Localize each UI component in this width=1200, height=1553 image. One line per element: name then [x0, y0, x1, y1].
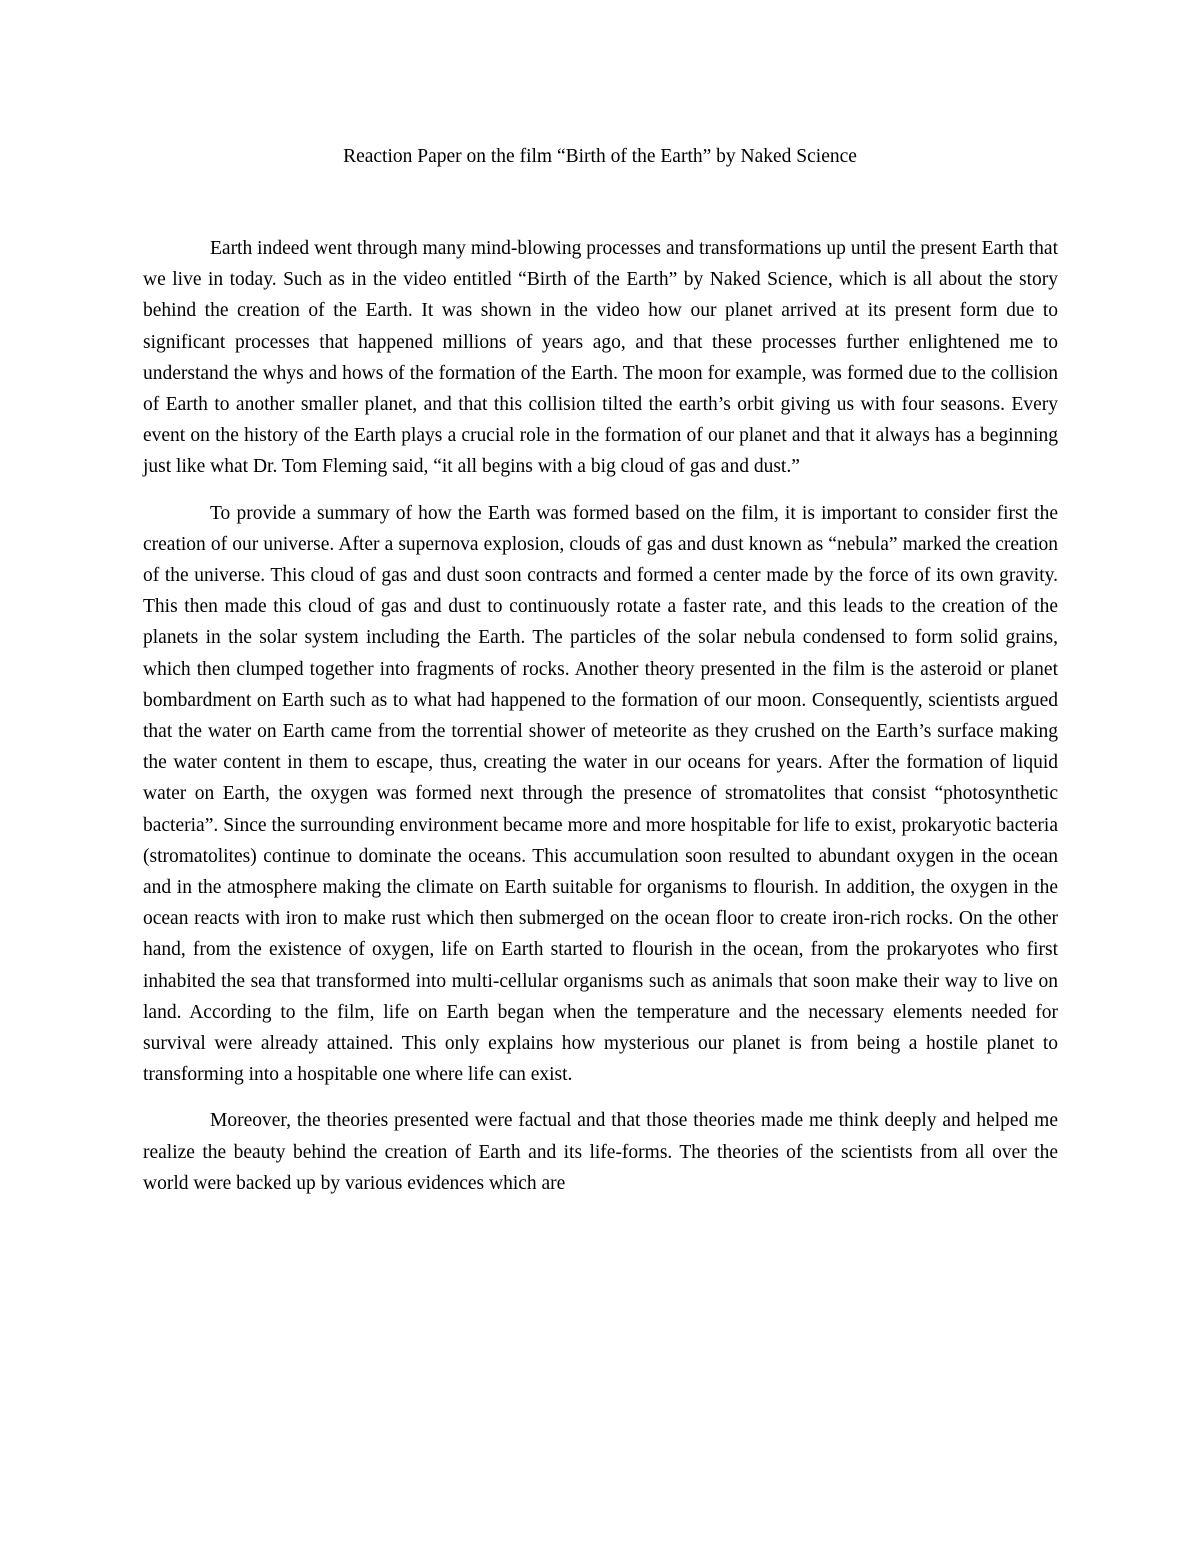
document-title: Reaction Paper on the film “Birth of the Earth” by Naked Science: [343, 146, 857, 167]
paragraph-3: Moreover, the theories presented were factual and that those theories made me think deeply and helped me realize the beauty behind the creation of Earth and its life-forms. The theories of the scientists from all over the world were backed up by various evidences which are: [143, 1110, 1058, 1194]
document-body: [143, 233, 1058, 1214]
paragraph-2: To provide a summary of how the Earth was formed based on the film, it is important to consider first the creation of our universe. After a supernova explosion, clouds of gas and dust known as “nebula” marked the creation of the universe. This cloud of gas and dust soon contracts and formed a center made by the force of its own gravity. This then made this cloud of gas and dust to continuously rotate a faster rate, and this leads to the creation of the planets in the solar system including the Earth. The particles of the solar nebula condensed to form solid grains, which then clumped together into fragments of rocks. Another theory presented in the film is the asteroid or planet bombardment on Earth such as to what had happened to the formation of our moon. Consequently, scientists argued that the water on Earth came from the torrential shower of meteorite as they crushed on the Earth’s surface making the water content in them to escape, thus, creating the water in our oceans for years. After the formation of liquid water on Earth, the oxygen was formed next through the presence of stromatolites that consist “photosynthetic bacteria”. Since the surrounding environment became more and more hospitable for life to exist, prokaryotic bacteria (stromatolites) continue to dominate the oceans. This accumulation soon resulted to abundant oxygen in the ocean and in the atmosphere making the climate on Earth suitable for organisms to flourish. In addition, the oxygen in the ocean reacts with iron to make rust which then submerged on the ocean floor to create iron-rich rocks. On the other hand, from the existence of oxygen, life on Earth started to flourish in the ocean, from the prokaryotes who first inhabited the sea that transformed into multi-cellular organisms such as animals that soon make their way to live on land. According to the film, life on Earth began when the temperature and the necessary elements needed for survival were already attained. This only explains how mysterious our planet is from being a hostile planet to transforming into a hospitable one where life can exist.: [143, 502, 1058, 1086]
paragraph-1: Earth indeed went through many mind-blowing processes and transformations up until the present Earth that we live in today. Such as in the video entitled “Birth of the Earth” by Naked Science, which is all about the story behind the creation of the Earth. It was shown in the video how our planet arrived at its present form due to significant processes that happened millions of years ago, and that these processes further enlightened me to understand the whys and hows of the formation of the Earth. The moon for example, was formed due to the collision of Earth to another smaller planet, and that this collision tilted the earth’s orbit giving us with four seasons. Every event on the history of the Earth plays a crucial role in the formation of our planet and that it always has a beginning just like what Dr. Tom Fleming said, “it all begins with a big cloud of gas and dust.”: [143, 238, 1058, 478]
